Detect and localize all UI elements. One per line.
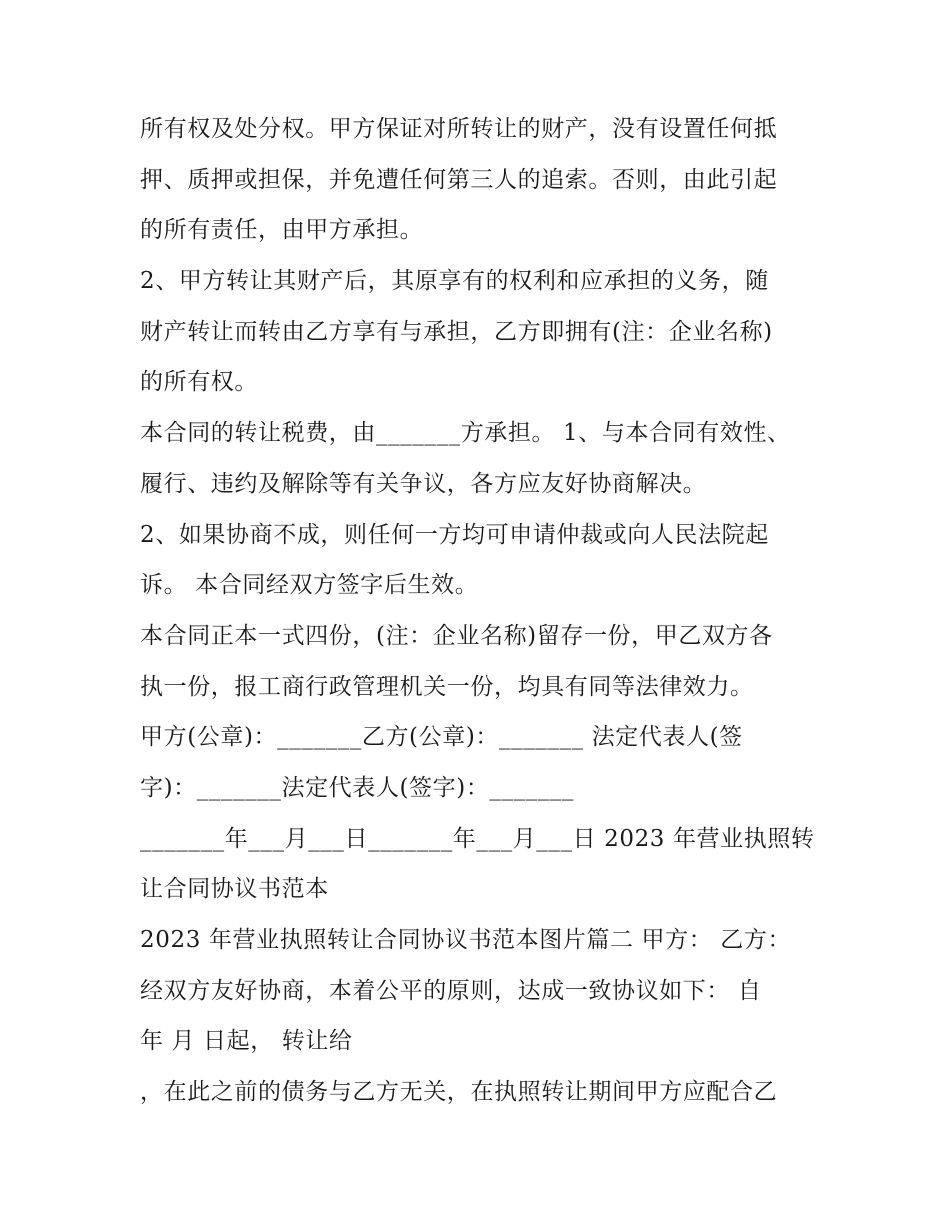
text-line-7: 本合同的转让税费，由_______方承担。 1、与本合同有效性、 [140, 420, 791, 447]
text-line-17: 2023 年营业执照转让合同协议书范本图片篇二 甲方： 乙方： [140, 927, 792, 953]
text-line-15: _______年___月___日_______年___月___日 2023 年营业执照转 [140, 825, 815, 852]
text-line-10: 诉。 本合同经双方签字后生效。 [140, 572, 479, 599]
text-line-3: 的所有责任，由甲方承担。 [140, 217, 424, 244]
text-line-13: 甲方(公章)：_______乙方(公章)：_______ 法定代表人(签 [140, 724, 743, 751]
text-line-14: 字)：_______法定代表人(签字)：_______ [140, 774, 575, 801]
text-line-9: 2、如果协商不成，则任何一方均可申请仲裁或向人民法院起 [140, 521, 769, 548]
text-line-16: 让合同协议书范本 [140, 876, 329, 903]
text-line-4: 2、甲方转让其财产后，其原享有的权利和应承担的义务，随 [140, 268, 769, 295]
text-line-5: 财产转让而转由乙方享有与承担，乙方即拥有(注：企业名称) [140, 318, 773, 345]
text-line-12: 执一份，报工商行政管理机关一份，均具有同等法律效力。 [140, 673, 754, 700]
text-line-20: ，在此之前的债务与乙方无关，在执照转让期间甲方应配合乙 [140, 1079, 778, 1106]
text-line-8: 履行、违约及解除等有关争议，各方应友好协商解决。 [140, 470, 707, 497]
document-body [140, 104, 815, 1118]
text-line-1: 所有权及处分权。甲方保证对所转让的财产，没有设置任何抵 [140, 116, 778, 142]
text-line-19: 年 月 日起， 转让给 [140, 1028, 353, 1055]
text-line-11: 本合同正本一式四份，(注：企业名称)留存一份，甲乙双方各 [140, 622, 773, 649]
text-line-6: 的所有权。 [140, 369, 258, 396]
text-line-2: 押、质押或担保，并免遭任何第三人的追索。否则，由此引起 [140, 166, 778, 193]
text-line-18: 经双方友好协商，本着公平的原则，达成一致协议如下： 自 [140, 977, 762, 1004]
